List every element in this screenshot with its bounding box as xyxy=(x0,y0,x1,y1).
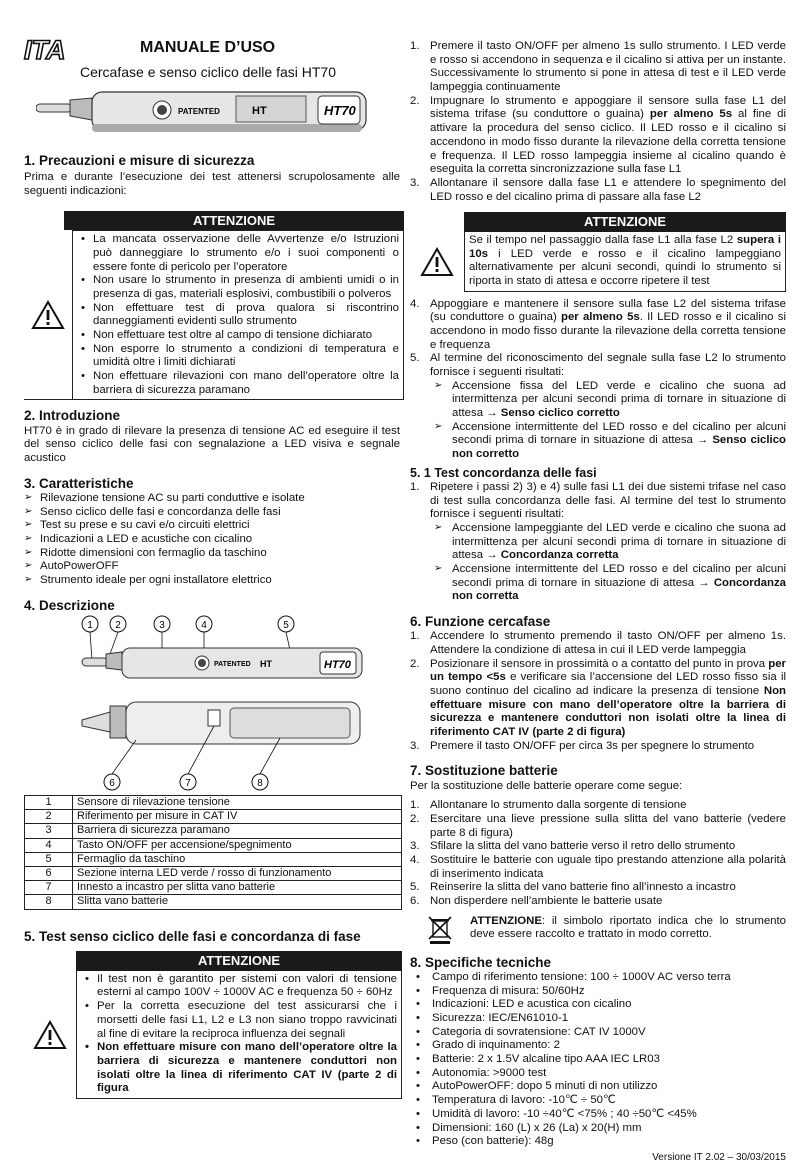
list-item: ➢ Strumento ideale per ogni installatore elettrico xyxy=(24,574,400,588)
table-row: 5 Fermaglio da taschino xyxy=(25,852,402,866)
list-item: 5. Reinserire la slitta del vano batterie fino all’innesto a incastro xyxy=(410,881,736,894)
list-item: • Non effettuare rilevazioni con mano dell’operatore oltre la barriera di sicurezza paramano xyxy=(77,370,399,397)
list-item: ➢ Test su prese e su cavi e/o circuiti elettrici xyxy=(24,519,400,533)
list-item: • Sicurezza: IEC/EN61010-1 xyxy=(410,1012,786,1026)
list-item: 5. Al termine del riconoscimento del segnale sulla fase L2 lo strumento fornisce i seguenti risultati: ➢ Accensione fissa del LED verde e cicalino che suona ad intermittenza per alcuni secondi prima di tornare in situazione di attesa → Senso ciclico corretto ➢ Accensione intermittente del LED rosso e del cicalino per alcuni secondi prima di tornare in situazione di attesa → Senso ciclico non corretto xyxy=(410,352,786,462)
list-item: 2. Posizionare il sensore in prossimità o a contatto del punto in prova per un tempo <5s e verificare sia l’accensione del LED rosso fisso sia il suono continuo del cicalino ad indicare la presenza di tensione Non effettuare misure con mano dell’operatore oltre la barriera di sicurezza e mantenere conduttori non isolati oltre la linea di riferimento CAT IV (parte 2 di figura) xyxy=(410,657,787,739)
sec2-text: HT70 è in grado di rilevare la presenza di tensione AC ed eseguire il test del senso ciclico delle fasi con segnalazione a LED visiva e segnale acustico xyxy=(24,424,400,464)
sec5-title: 5. Test senso ciclico delle fasi e concordanza di fase xyxy=(24,929,361,944)
table-row: 8 Slitta vano batterie xyxy=(25,895,402,909)
description-table xyxy=(24,795,402,910)
list-item: 4. Sostituire le batterie con uguale tipo prestando attenzione alla polarità di inserimento indicata xyxy=(410,854,786,880)
svg-text:HT70: HT70 xyxy=(324,659,351,671)
description-figure xyxy=(70,612,370,796)
list-item: ➢ Ridotte dimensioni con fermaglio da taschino xyxy=(24,547,400,561)
sec7-title: 7. Sostituzione batterie xyxy=(410,763,558,779)
attention-header: ATTENZIONE xyxy=(464,212,786,232)
table-row: 2 Riferimento per misure in CAT IV xyxy=(25,810,402,824)
list-item: • Il test non è garantito per sistemi con valori di tensione esterni al campo 100V ÷ 1000V AC e frequenza 50 ÷ 60Hz xyxy=(81,973,397,1000)
list-item: ➢ Accensione fissa del LED verde e cicalino che suona ad intermittenza per alcuni secondi prima di tornare in situazione di attesa → Senso ciclico corretto xyxy=(430,380,786,421)
table-row: 6 Sezione interna LED verde / rosso di funzionamento xyxy=(25,866,402,880)
svg-text:7: 7 xyxy=(185,778,191,789)
list-item: • Batterie: 2 x 1.5V alcaline tipo AAA IEC LR03 xyxy=(410,1053,786,1067)
sec1-attention-box xyxy=(24,230,404,400)
weee-note: ATTENZIONE: il simbolo riportato indica che lo strumento deve essere raccolto e trattato in modo corretto. xyxy=(410,915,786,945)
list-item: 2. Esercitare una lieve pressione sulla slitta del vano batterie (vedere parte 8 di figura) xyxy=(410,812,786,839)
sec4-title: 4. Descrizione xyxy=(24,597,115,613)
list-item: • Umidità di lavoro: -10 ÷40℃ <75% ; 40 ÷50℃ <45% xyxy=(410,1108,786,1122)
svg-text:2: 2 xyxy=(115,620,121,631)
sec1-attention xyxy=(64,211,404,231)
svg-text:PATENTED: PATENTED xyxy=(214,661,251,668)
svg-text:4: 4 xyxy=(201,620,207,631)
table-row: 4 Tasto ON/OFF per accensione/spegnimento xyxy=(25,838,402,852)
sec1-intro: Prima e durante l’esecuzione dei test attenersi scrupolosamente alle seguenti indicazioni: xyxy=(24,171,400,197)
list-item: • Non usare lo strumento in presenza di ambienti umidi o in presenza di gas, materiali esplosivi, combustibili o polveros xyxy=(77,274,399,301)
list-item: • Non effettuare test di prova qualora si riscontrino danneggiamenti evidenti sullo strumento xyxy=(77,302,399,329)
list-item: • AutoPowerOFF: dopo 5 minuti di non utilizzo xyxy=(410,1080,786,1094)
warning-icon xyxy=(24,971,76,1099)
list-item: ➢ Indicazioni a LED e acustiche con cicalino xyxy=(24,533,400,547)
sec5-attention-box xyxy=(24,971,402,1099)
page-subtitle: Cercafase e senso ciclico delle fasi HT70 xyxy=(80,64,337,80)
table-row: 3 Barriera di sicurezza paramano xyxy=(25,824,402,838)
device-illustration xyxy=(36,88,372,140)
list-item: • La mancata osservazione delle Avvertenze e/o Istruzioni può danneggiare lo strumento e/o i suoi componenti o essere fonte di pericolo per l’operatore xyxy=(77,233,399,274)
list-item: • Per la corretta esecuzione del test assicurarsi che i morsetti delle fasi L1, L2 e L3 non siano troppo ravvicinati al fine di evitare la reciproca influenza dei segnali xyxy=(81,1000,397,1041)
list-item: ➢ Accensione lampeggiante del LED verde e cicalino che suona ad intermittenza per alcuni secondi prima di tornare in situazione di attesa → Concordanza corretta xyxy=(430,522,786,563)
list-item: • Peso (con batterie): 48g xyxy=(410,1135,786,1149)
list-item: • Indicazioni: LED e acustica con cicalino xyxy=(410,998,786,1012)
list-item: • Categoria di sovratensione: CAT IV 1000V xyxy=(410,1026,786,1040)
svg-text:5: 5 xyxy=(283,620,289,631)
attention-text: Se il tempo nel passaggio dalla fase L1 alla fase L2 supera i 10s i LED verde e rosso e il cicalino lampeggiano alternativamente per alcuni secondi, quindi lo strumento si riporta in stato di attesa e occorre ripetere il test xyxy=(464,232,786,292)
list-item: ➢ Accensione intermittente del LED rosso e del cicalino per alcuni secondi prima di tornare in situazione di attesa → Senso ciclico non corretto xyxy=(430,421,786,462)
lang-logo xyxy=(22,34,74,64)
sec51-title: 5. 1 Test concordanza delle fasi xyxy=(410,465,597,480)
svg-text:HT70: HT70 xyxy=(324,103,356,118)
list-item: 1. Ripetere i passi 2) 3) e 4) sulle fasi L1 dei due sistemi trifase nel caso di test sulla concordanza delle fasi. Al termine del test lo strumento fornisce i seguenti risultati: ➢ Accensione lampeggiante del LED verde e cicalino che suona ad intermittenza per alcuni secondi prima di tornare in situazione di attesa → Concordanza corretta ➢ Accensione intermittente del LED rosso e del cicalino per alcuni secondi prima di tornare in situazione di attesa → Concordanza non corretta xyxy=(410,481,786,604)
svg-text:PATENTED: PATENTED xyxy=(178,107,220,116)
svg-text:8: 8 xyxy=(257,778,263,789)
warning-icon xyxy=(410,232,464,292)
svg-text:HT: HT xyxy=(252,105,267,117)
list-item: • Non effettuare test oltre al campo di tensione dichiarato xyxy=(77,329,399,343)
svg-text:HT: HT xyxy=(260,659,272,669)
list-item: 3. Sfilare la slitta del vano batterie verso il retro dello strumento xyxy=(410,840,736,853)
list-item: 3. Allontanare il sensore dalla fase L1 e attendere lo spegnimento del LED rosso e del cicalino prima di passare alla fase L2 xyxy=(410,176,786,203)
list-item: 6. Non disperdere nell’ambiente le batterie usate xyxy=(410,895,663,908)
page-title: MANUALE D’USO xyxy=(140,39,276,56)
svg-text:3: 3 xyxy=(159,620,165,631)
sec7-intro: Per la sostituzione delle batterie operare come segue: xyxy=(410,779,683,792)
list-item: ➢ Rilevazione tensione AC su parti conduttive e isolate xyxy=(24,492,400,506)
list-item: • Non effettuare misure con mano dell’operatore oltre la barriera di sicurezza e mantenere conduttori non isolati oltre la linea di riferimento CAT IV (parte 2 di figura xyxy=(81,1041,397,1096)
list-item: 3. Premere il tasto ON/OFF per circa 3s per spegnere lo strumento xyxy=(410,739,755,752)
list-item: ➢ AutoPowerOFF xyxy=(24,560,400,574)
list-item: 1. Accendere lo strumento premendo il tasto ON/OFF per almeno 1s. Attendere la condizione di attesa in cui il LED verde lampeggia xyxy=(410,630,786,656)
list-item: 1. Premere il tasto ON/OFF per almeno 1s sullo strumento. I LED verde e rosso si accendono in sequenza e il cicalino si attiva per un instante. Successivamente lo strumento si pone in attesa di test e il LED verde lampeggia continuamente xyxy=(410,40,786,94)
list-item: • Frequenza di misura: 50/60Hz xyxy=(410,985,786,999)
table-row: 1 Sensore di rilevazione tensione xyxy=(25,796,402,810)
list-item: • Campo di riferimento tensione: 100 ÷ 1000V AC verso terra xyxy=(410,971,786,985)
sec6-title: 6. Funzione cercafase xyxy=(410,614,551,630)
table-row: 7 Innesto a incastro per slitta vano batterie xyxy=(25,881,402,895)
sec1-title: 1. Precauzioni e misure di sicurezza xyxy=(24,153,255,168)
list-item: • Temperatura di lavoro: -10℃ ÷ 50℃ xyxy=(410,1094,786,1108)
list-item: 2. Impugnare lo strumento e appoggiare il sensore sulla fase L1 del sistema trifase (su conduttore o guaina) per almeno 5s al fine di attivare la procedura del senso ciclico. Il LED rosso e il cicalino si accendono in modo fisso durante la rilevazione della corretta tensione e frequenza. Il LED rosso lampeggia insieme al cicalino quando è eseguita la corretta sincronizzazione sulla fase L1 xyxy=(410,94,786,176)
attention-header: ATTENZIONE xyxy=(64,211,404,231)
list-item: ➢ Accensione intermittente del LED rosso e del cicalino per alcuni secondi prima di tornare in situazione di attesa → Concordanza non corretta xyxy=(430,563,786,604)
svg-text:1: 1 xyxy=(87,620,93,631)
svg-text:6: 6 xyxy=(109,778,115,789)
list-item: • Non esporre lo strumento a condizioni di temperatura e umidità oltre i limiti dichiarati xyxy=(77,343,399,370)
list-item: 4. Appoggiare e mantenere il sensore sulla fase L2 del sistema trifase (su conduttore o guaina) per almeno 5s. Il LED rosso e il cicalino si accendono in modo fisso durante la rilevazione della corretta tensione e frequenza xyxy=(410,297,786,351)
crossed-bin-icon xyxy=(410,915,470,945)
sec8-title: 8. Specifiche tecniche xyxy=(410,954,552,970)
list-item: • Autonomia: >9000 test xyxy=(410,1067,786,1081)
steps-attention-box xyxy=(410,232,786,292)
footer-version: Versione IT 2.02 – 30/03/2015 xyxy=(652,1152,786,1163)
list-item: 1. Allontanare lo strumento dalla sorgente di tensione xyxy=(410,799,687,812)
warning-icon xyxy=(24,230,72,399)
list-item: • Dimensioni: 160 (L) x 26 (La) x 20(H) mm xyxy=(410,1122,786,1136)
svg-text:ITA: ITA xyxy=(24,35,66,64)
list-item: • Grado di inquinamento: 2 xyxy=(410,1039,786,1053)
list-item: ➢ Senso ciclico delle fasi e concordanza delle fasi xyxy=(24,506,400,520)
sec3-title: 3. Caratteristiche xyxy=(24,475,134,491)
sec2-title: 2. Introduzione xyxy=(24,408,120,424)
attention-header: ATTENZIONE xyxy=(76,951,402,971)
